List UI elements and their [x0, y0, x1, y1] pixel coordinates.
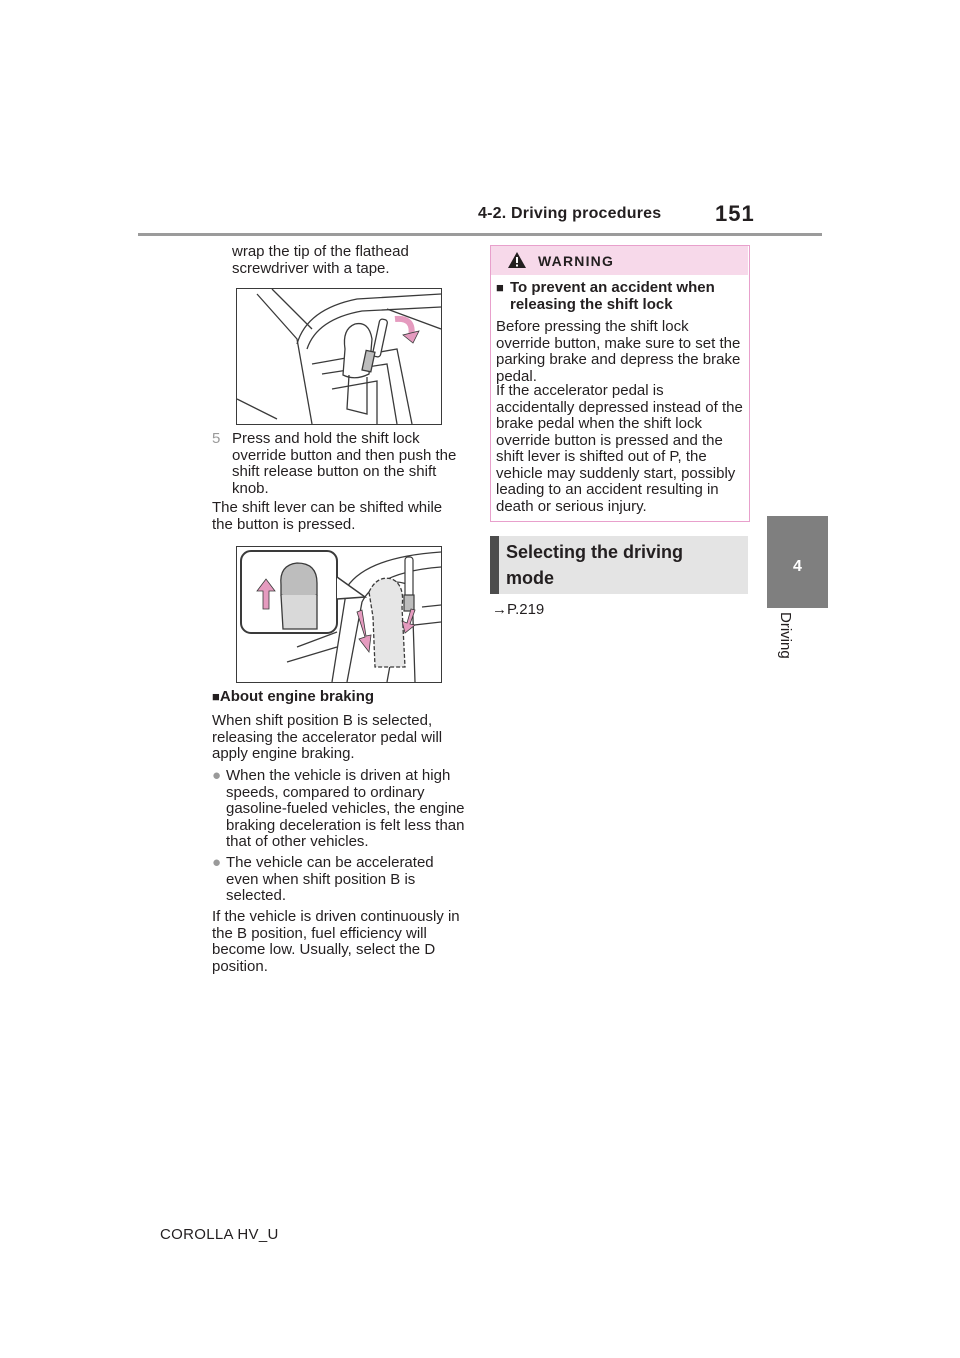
warning-body-1: Before pressing the shift lock override button, make sure to set the parking brake and depress the brake pedal. [496, 318, 741, 385]
engine-braking-intro: When shift position B is selected, releasing the accelerator pedal will apply engine braking. [212, 712, 443, 762]
page-number: 151 [715, 201, 755, 226]
bullet-icon: ● [212, 854, 222, 871]
bullet-item: When the vehicle is driven at high speeds, compared to ordinary gasoline-fueled vehicles, the engine braking deceleration is felt less than that of other vehicles. [226, 767, 465, 850]
chapter-number: 4 [793, 558, 802, 575]
engine-braking-closing: If the vehicle is driven continuously in the B position, fuel efficiency will become low. Usually, select the D position. [212, 908, 460, 975]
warning-subheading: To prevent an accident when releasing the shift lock [510, 279, 715, 313]
warning-body-2: If the accelerator pedal is accidentally depressed instead of the brake pedal when the shift lock override button is pressed and the shift lever is shifted out of P, the vehicle may suddenly start, possibly leading to an accident resulting in death or serious injury. [496, 382, 743, 515]
page-reference-link[interactable]: →P.219 [492, 601, 545, 618]
engine-braking-heading: ■About engine braking [212, 688, 375, 705]
model-code: COROLLA HV_U [160, 1226, 279, 1243]
step-note: The shift lever can be shifted while the button is pressed. [212, 499, 443, 533]
bullet-item: The vehicle can be accelerated even when shift position B is selected. [226, 854, 434, 904]
warning-header [491, 246, 748, 275]
warning-title: WARNING [538, 253, 615, 269]
section-title: 4-2. Driving procedures [478, 205, 662, 222]
shift-knob-illustration [236, 546, 442, 683]
bullet-icon: ● [212, 767, 222, 784]
step-text: Press and hold the shift lock override button and then push the shift release button on the shift knob. [232, 430, 457, 497]
section-accent-bar [490, 536, 499, 594]
shift-lock-release-drawing [237, 289, 441, 424]
chapter-label: Driving [777, 612, 794, 659]
header-divider [138, 233, 822, 236]
heading-marker: ■ [212, 689, 220, 704]
screwdriver-illustration [236, 288, 442, 425]
step-number: 5 [212, 430, 221, 447]
shift-release-drawing [237, 547, 441, 682]
driving-mode-heading: Selecting the driving mode [506, 542, 684, 588]
intro-continuation: wrap the tip of the flathead screwdriver with a tape. [232, 243, 409, 277]
warning-triangle-icon [507, 251, 527, 269]
warning-marker: ■ [496, 280, 504, 295]
arrow-right-icon: → [492, 601, 507, 618]
